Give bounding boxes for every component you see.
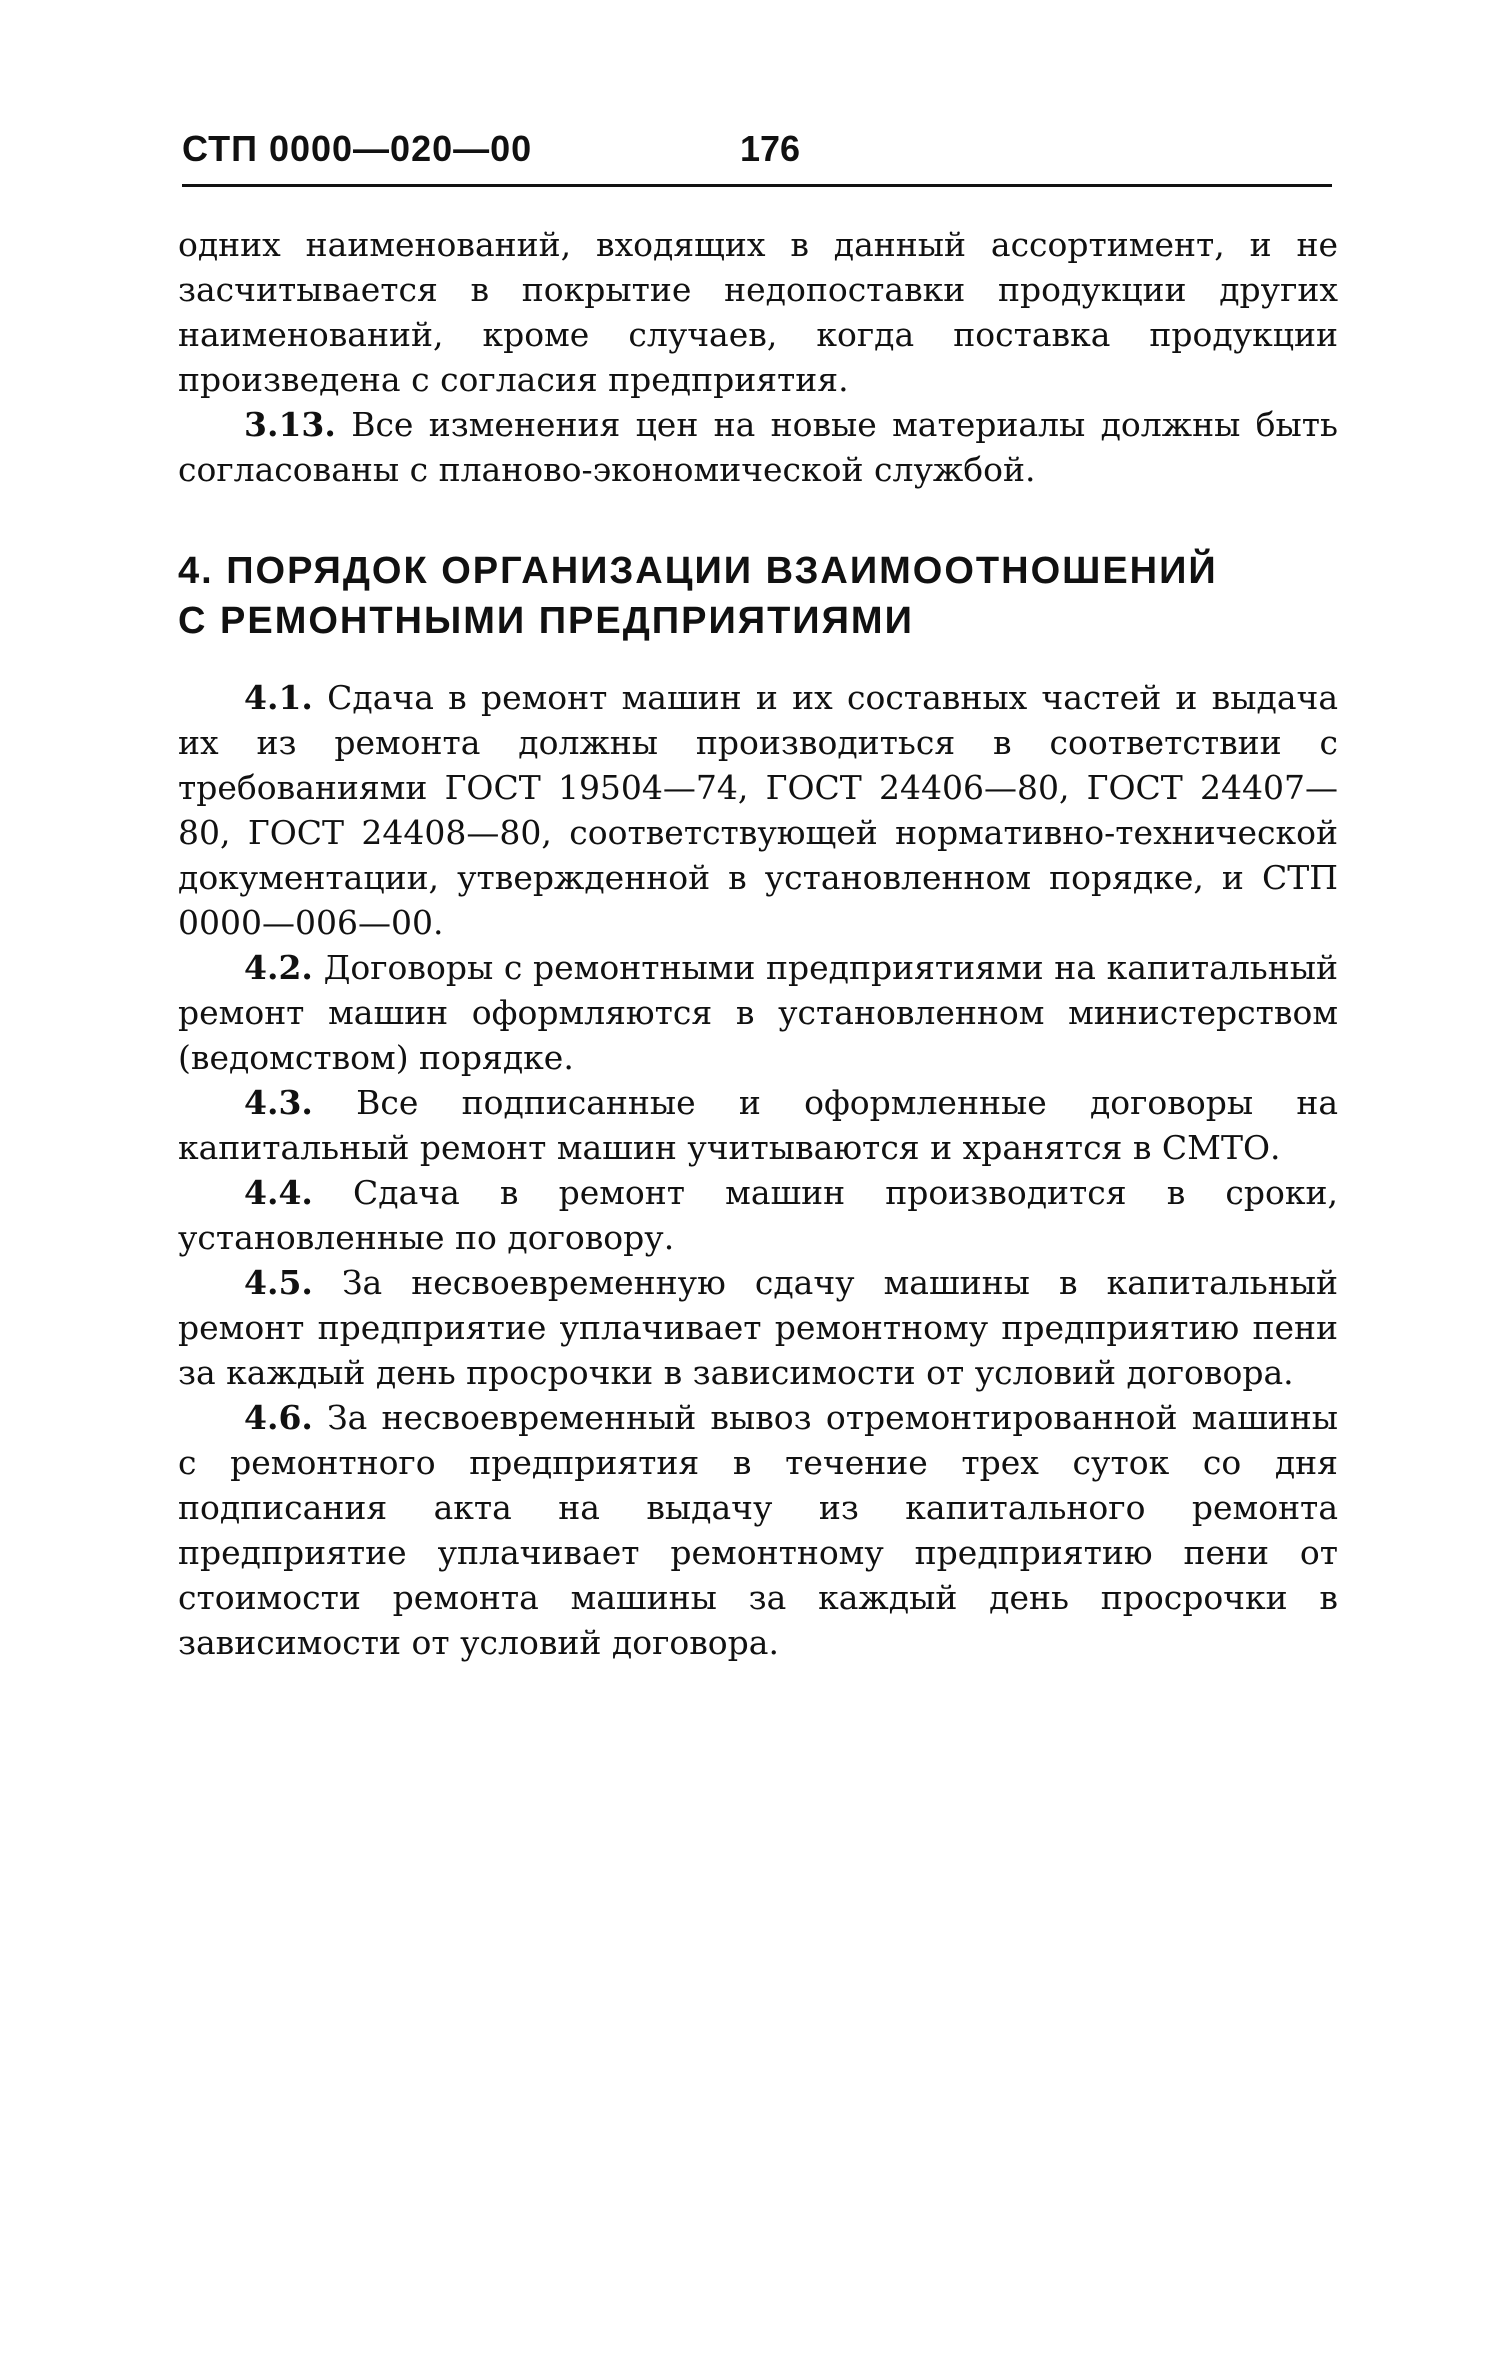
paragraph-4-4 <box>178 1170 1338 1260</box>
paragraph-4-1 <box>178 675 1338 945</box>
paragraph-number: 3.13. <box>244 405 336 444</box>
paragraph-4-2 <box>178 945 1338 1080</box>
intro-text <box>178 222 1338 492</box>
paragraph-text: За несвоевременный вывоз отремонтированной машины с ремонтного предприятия в течение трех суток со дня подписания акта на выдачу из капитального ремонта предприятие уплачивает ремонтному предприятию пени от стоимости ремонта машины за каждый день просрочки в зависимости от условий договора. <box>178 1398 1338 1662</box>
paragraph-3-13 <box>178 402 1338 492</box>
paragraph-4-3 <box>178 1080 1338 1170</box>
paragraph-number: 4.2. <box>244 948 313 987</box>
paragraph-number: 4.6. <box>244 1398 313 1437</box>
header-rule <box>182 184 1332 187</box>
paragraph-text: Сдача в ремонт машин производится в сроки, установленные по договору. <box>178 1173 1338 1257</box>
paragraph-number: 4.4. <box>244 1173 313 1212</box>
section-4-heading <box>178 546 1338 646</box>
paragraph-text: За несвоевременную сдачу машины в капитальный ремонт предприятие уплачивает ремонтному предприятию пени за каждый день просрочки в зависимости от условий договора. <box>178 1263 1338 1392</box>
section-title-line-2: С РЕМОНТНЫМИ ПРЕДПРИЯТИЯМИ <box>178 600 914 642</box>
section-4-body <box>178 675 1338 1665</box>
page-number: 176 <box>740 128 801 169</box>
continuation-paragraph: одних наименований, входящих в данный ассортимент, и не засчитывается в покрытие недопоставки продукции других наименований, кроме случаев, когда поставка продукции произведена с согласия предприятия. <box>178 225 1338 399</box>
paragraph-text: Договоры с ремонтными предприятиями на капитальный ремонт машин оформляются в установленном министерством (ведомством) порядке. <box>178 948 1339 1077</box>
paragraph-4-6 <box>178 1395 1338 1665</box>
page-header <box>182 128 1332 188</box>
paragraph-number: 4.1. <box>244 678 313 717</box>
paragraph-text: Все изменения цен на новые материалы должны быть согласованы с планово-экономической службой. <box>178 405 1338 489</box>
document-code: СТП 0000—020—00 <box>182 128 533 169</box>
paragraph-text: Сдача в ремонт машин и их составных частей и выдача их из ремонта должны производиться в соответствии с требованиями ГОСТ 19504—74, ГОСТ 24406—80, ГОСТ 24407—80, ГОСТ 24408—80, соответствующей нормативно-технической документации, утвержденной в установленном порядке, и СТП 0000—006—00. <box>178 678 1338 942</box>
section-title-line-1: 4. ПОРЯДОК ОРГАНИЗАЦИИ ВЗАИМООТНОШЕНИЙ <box>178 550 1218 592</box>
paragraph-number: 4.5. <box>244 1263 313 1302</box>
paragraph-text: Все подписанные и оформленные договоры на капитальный ремонт машин учитываются и хранятся в СМТО. <box>178 1083 1339 1167</box>
paragraph-4-5 <box>178 1260 1338 1395</box>
paragraph-number: 4.3. <box>244 1083 313 1122</box>
